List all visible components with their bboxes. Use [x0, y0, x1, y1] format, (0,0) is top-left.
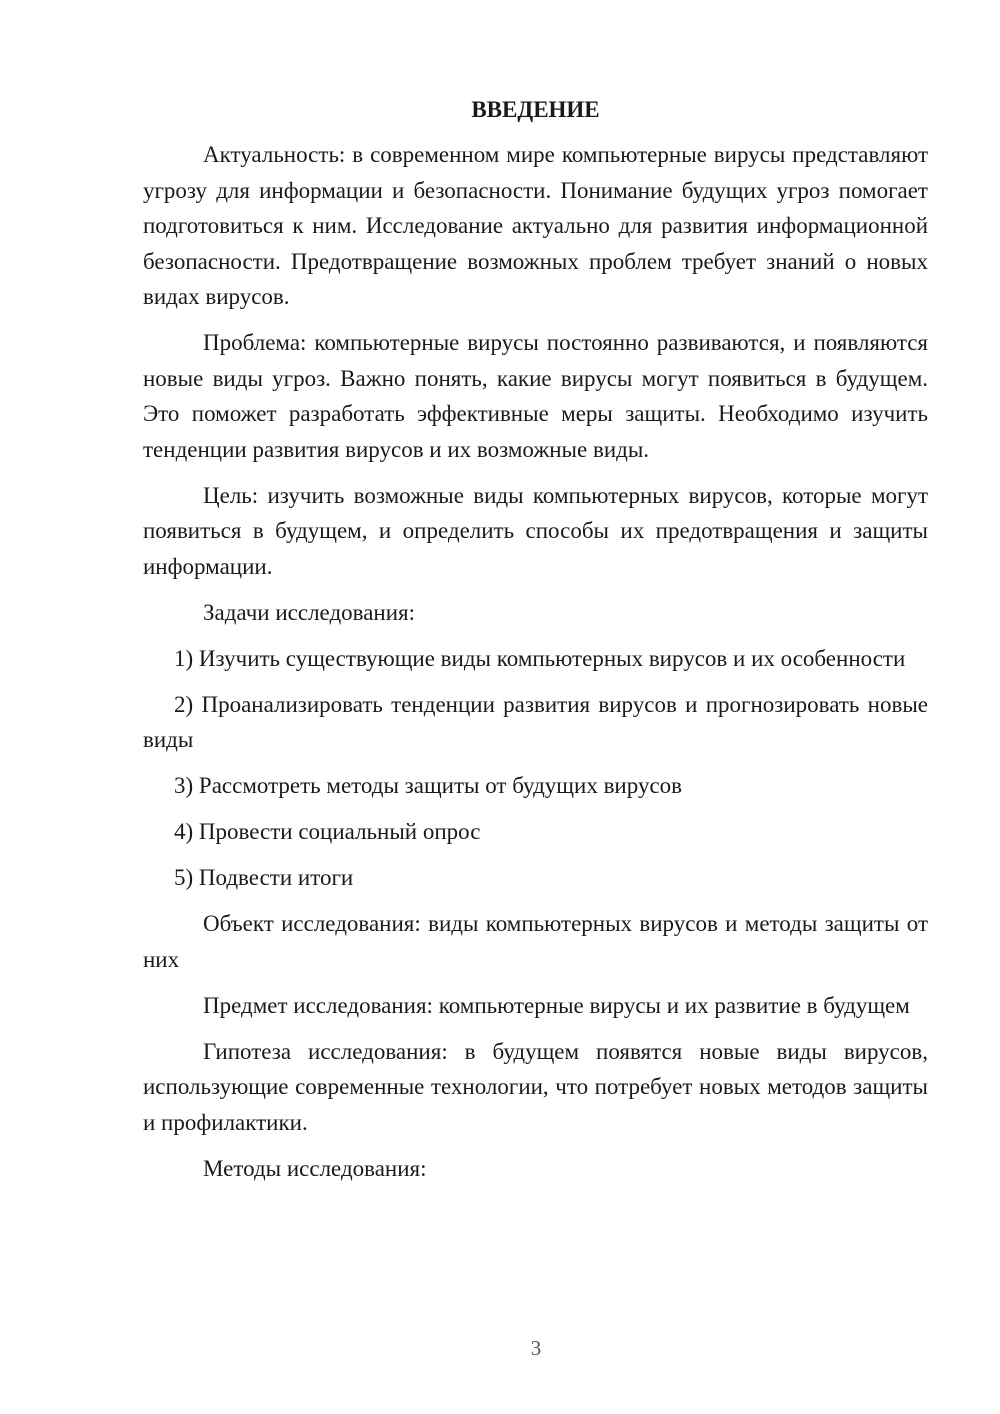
task-item: 3) Рассмотреть методы защиты от будущих вирусов	[174, 773, 683, 798]
section-title: ВВЕДЕНИЕ	[471, 97, 600, 122]
hypothesis-paragraph: Гипотеза исследования: в будущем появятся новые виды вирусов, использующие современные технологии, что потребует новых методов защиты и профилактики.	[143, 1038, 928, 1135]
tasks-heading: Задачи исследования:	[203, 599, 416, 625]
relevance-paragraph: Актуальность: в современном мире компьютерные вирусы представляют угрозу для информации и безопасности. Понимание будущих угроз помогает подготовиться к ним. Исследование актуально для развития информационной безопасности. Предотвращение возможных проблем требует знаний о новых видах вирусов.	[143, 142, 928, 309]
page-number: 3	[530, 1336, 542, 1360]
page-content	[143, 92, 928, 1186]
problem-paragraph: Проблема: компьютерные вирусы постоянно развиваются, и появляются новые виды угроз. Важно понять, какие вирусы могут появиться в будущем. Это поможет разработать эффективные меры защиты. Необходимо изучить тенденции развития вирусов и их возможные виды.	[143, 330, 928, 462]
task-item: 2) Проанализировать тенденции развития вирусов и прогнозировать новые виды	[143, 691, 928, 752]
subject-paragraph: Предмет исследования: компьютерные вирусы и их развитие в будущем	[203, 992, 910, 1018]
task-item: 1) Изучить существующие виды компьютерных вирусов и их особенности	[174, 645, 906, 671]
goal-paragraph: Цель: изучить возможные виды компьютерных вирусов, которые могут появиться в будущем, и определить способы их предотвращения и защиты информации.	[143, 482, 928, 579]
task-item: 5) Подвести итоги	[174, 865, 354, 890]
task-item: 4) Провести социальный опрос	[174, 819, 481, 844]
methods-heading: Методы исследования:	[203, 1155, 427, 1181]
object-paragraph: Объект исследования: виды компьютерных вирусов и методы защиты от них	[143, 911, 928, 972]
